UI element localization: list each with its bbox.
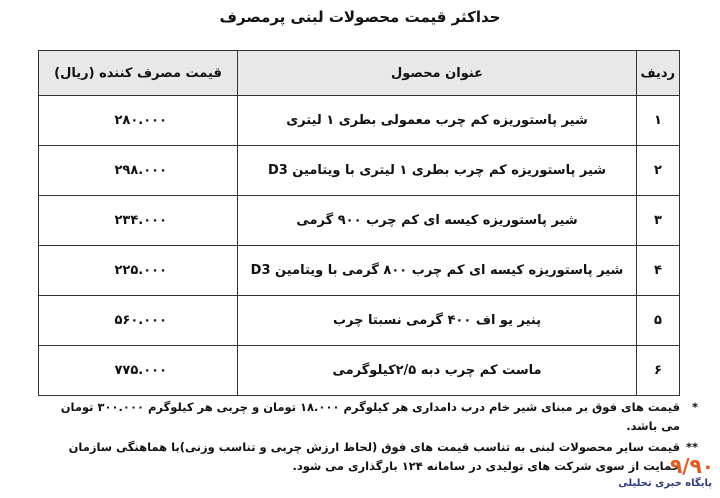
header-row-number: ردیف	[637, 51, 680, 96]
product-name: شیر پاستوریزه کم چرب بطری ۱ لیتری با ویتامین D3	[238, 146, 637, 196]
logo-mark: ۹/۹۰	[670, 454, 714, 478]
table-header-row	[39, 51, 680, 96]
row-number: ۳	[637, 196, 680, 246]
product-name: شیر پاستوریزه کم چرب معمولی بطری ۱ لیتری	[238, 96, 637, 146]
product-price: ۲۳۴.۰۰۰	[39, 196, 238, 246]
site-logo	[598, 452, 718, 496]
product-name: ماست کم چرب دبه ۲/۵کیلوگرمی	[238, 346, 637, 396]
product-name: شیر پاستوریزه کیسه ای کم چرب ۹۰۰ گرمی	[238, 196, 637, 246]
row-number: ۱	[637, 96, 680, 146]
footnote-text: قیمت سایر محصولات لبنی به تناسب قیمت های فوق (لحاظ ارزش چربی و تناسب وزنی)با هماهنگی سازمان حمایت از سوی شرکت های تولیدی در سامانه ۱۲۴ بارگذاری می شود.	[68, 440, 680, 473]
footnote-marker: **	[685, 440, 698, 454]
table-row	[39, 146, 680, 196]
table-row	[39, 296, 680, 346]
footnote-marker: *	[691, 400, 698, 414]
row-number: ۵	[637, 296, 680, 346]
footnote-1	[40, 398, 698, 436]
table-row	[39, 346, 680, 396]
header-consumer-price: قیمت مصرف کننده (ریال)	[39, 51, 238, 96]
product-price: ۷۷۵.۰۰۰	[39, 346, 238, 396]
table-row	[39, 196, 680, 246]
page-title: حداکثر قیمت محصولات لبنی پرمصرف	[219, 8, 501, 26]
table-row	[39, 96, 680, 146]
row-number: ۴	[637, 246, 680, 296]
row-number: ۶	[637, 346, 680, 396]
table-row	[39, 246, 680, 296]
product-name: شیر پاستوریزه کیسه ای کم چرب ۸۰۰ گرمی با ویتامین D3	[238, 246, 637, 296]
product-price: ۵۶۰.۰۰۰	[39, 296, 238, 346]
footnote-text: قیمت های فوق بر مبنای شیر خام درب دامداری هر کیلوگرم ۱۸.۰۰۰ تومان و چربی هر کیلوگرم ۳۰۰.۰۰۰ تومان می باشد.	[60, 400, 680, 433]
product-price: ۲۲۵.۰۰۰	[39, 246, 238, 296]
product-price: ۲۸۰.۰۰۰	[39, 96, 238, 146]
header-product-title: عنوان محصول	[238, 51, 637, 96]
row-number: ۲	[637, 146, 680, 196]
product-price: ۲۹۸.۰۰۰	[39, 146, 238, 196]
price-table	[38, 50, 680, 396]
product-name: پنیر یو اف ۴۰۰ گرمی نسبتا چرب	[238, 296, 637, 346]
logo-text: پایگاه خبری تحلیلی	[618, 478, 712, 489]
